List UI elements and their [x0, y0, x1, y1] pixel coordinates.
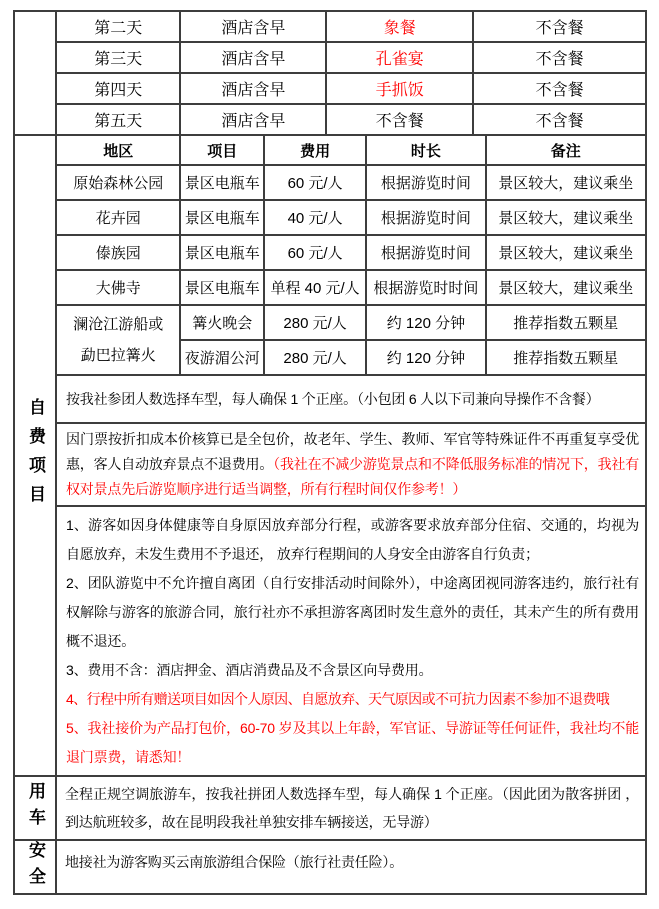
region-line: 澜沧江游船或 [73, 316, 164, 333]
fee-row [57, 200, 645, 235]
fee-table [57, 136, 645, 374]
duration-cell: 约 120 分钟 [366, 340, 485, 374]
region-cell: 傣族园 [57, 235, 180, 270]
fee-header-duration: 时长 [366, 136, 485, 165]
safety-label: 安全 [26, 841, 45, 893]
term-item-2: 2、团队游览中不允许擅自离团（自行安排活动时间除外），中途离团视同游客违约，旅行社有权解除与游客的旅游合同，旅行社亦不承担游客离团时发生意外的责任，其未产生的所有费用概不退还。 [66, 575, 639, 649]
item-cell: 景区电瓶车 [180, 270, 263, 305]
breakfast-cell: 酒店含早 [180, 12, 326, 42]
note-cell: 推荐指数五颗星 [486, 340, 645, 374]
dinner-cell: 不含餐 [473, 12, 645, 42]
itinerary-document-table [13, 10, 647, 895]
note-cell: 景区较大，建议乘坐 [486, 235, 645, 270]
breakfast-cell: 酒店含早 [180, 73, 326, 104]
self-paid-label: 自费项目 [26, 397, 45, 514]
fee-row [57, 235, 645, 270]
day-cell: 第四天 [57, 73, 180, 104]
duration-cell: 根据游览时时间 [366, 270, 485, 305]
self-paid-label-cell [15, 136, 57, 775]
cost-cell: 单程 40 元/人 [264, 270, 366, 305]
region-cell-merged [57, 305, 180, 374]
self-paid-section [15, 134, 645, 775]
term-item-3: 3、费用不含：酒店押金、酒店消费品及不含景区向导费用。 [66, 662, 433, 678]
region-line: 勐巴拉篝火 [80, 347, 156, 364]
day-cell: 第五天 [57, 104, 180, 134]
lunch-cell: 不含餐 [326, 104, 473, 134]
item-cell: 景区电瓶车 [180, 200, 263, 235]
fee-header-cost: 费用 [264, 136, 366, 165]
region-cell: 原始森林公园 [57, 165, 180, 200]
cost-cell: 60 元/人 [264, 165, 366, 200]
fee-row [57, 165, 645, 200]
lunch-cell: 手抓饭 [326, 73, 473, 104]
duration-cell: 根据游览时间 [366, 235, 485, 270]
vehicle-label-cell [15, 777, 57, 839]
fee-header-item: 项目 [180, 136, 263, 165]
seat-guarantee-note: 按我社参团人数选择车型，每人确保 1 个正座。（小包团 6 人以下司兼向导操作不含餐） [57, 374, 645, 422]
ticket-policy-note [57, 422, 645, 505]
term-item-5: 5、我社接价为产品打包价，60-70 岁及其以上年龄，军官证、导游证等任何证件，我社均不能退门票费，请悉知！ [66, 720, 639, 765]
note-cell: 景区较大，建议乘坐 [486, 270, 645, 305]
cost-cell: 280 元/人 [264, 305, 366, 340]
terms-list [57, 505, 645, 775]
vehicle-note: 全程正规空调旅游车，按我社拼团人数选择车型，每人确保 1 个正座。（因此团为散客拼团 ，到达航班较多，故在昆明段我社单独安排车辆接送，无导游） [65, 786, 639, 830]
meal-row [57, 42, 645, 73]
meal-row [57, 104, 645, 134]
vehicle-section [15, 775, 645, 839]
dinner-cell: 不含餐 [473, 104, 645, 134]
item-cell: 篝火晚会 [180, 305, 263, 340]
meal-schedule-table [57, 12, 645, 134]
meal-row [57, 12, 645, 42]
region-cell: 花卉园 [57, 200, 180, 235]
lunch-cell: 孔雀宴 [326, 42, 473, 73]
fee-header-region: 地区 [57, 136, 180, 165]
ticket-policy-red-text: （我社在不减少游览景点和不降低服务标准的情况下，我社有权对景点先后游览顺序进行适当调整，所有行程时间仅作参考！） [66, 456, 640, 497]
day-cell: 第二天 [57, 12, 180, 42]
duration-cell: 根据游览时间 [366, 200, 485, 235]
meal-row [57, 73, 645, 104]
meal-schedule-section [15, 12, 645, 134]
day-cell: 第三天 [57, 42, 180, 73]
ticket-policy-black-text: 因门票按折扣成本价核算已是全包价，故老年、学生、教师、军官等特殊证件不再重复享受优惠，客人自动放弃景点不退费用。 [66, 431, 639, 472]
duration-cell: 根据游览时间 [366, 165, 485, 200]
dinner-cell: 不含餐 [473, 73, 645, 104]
duration-cell: 约 120 分钟 [366, 305, 485, 340]
item-cell: 夜游湄公河 [180, 340, 263, 374]
note-cell: 景区较大，建议乘坐 [486, 200, 645, 235]
lunch-cell: 象餐 [326, 12, 473, 42]
dinner-cell: 不含餐 [473, 42, 645, 73]
term-item-4: 4、行程中所有赠送项目如因个人原因、自愿放弃、天气原因或不可抗力因素不参加不退费哦 [66, 691, 610, 707]
item-cell: 景区电瓶车 [180, 235, 263, 270]
safety-label-cell [15, 841, 57, 893]
cost-cell: 40 元/人 [264, 200, 366, 235]
fee-row [57, 270, 645, 305]
cost-cell: 280 元/人 [264, 340, 366, 374]
fee-row [57, 305, 645, 340]
meal-section-empty-label [15, 12, 57, 134]
fee-header-note: 备注 [486, 136, 645, 165]
region-cell: 大佛寺 [57, 270, 180, 305]
breakfast-cell: 酒店含早 [180, 42, 326, 73]
cost-cell: 60 元/人 [264, 235, 366, 270]
safety-note: 地接社为游客购买云南旅游组合保险（旅行社责任险）。 [65, 854, 403, 870]
safety-section [15, 839, 645, 893]
item-cell: 景区电瓶车 [180, 165, 263, 200]
vehicle-label: 用车 [26, 782, 45, 834]
note-cell: 景区较大，建议乘坐 [486, 165, 645, 200]
fee-header-row [57, 136, 645, 165]
breakfast-cell: 酒店含早 [180, 104, 326, 134]
term-item-1: 1、游客如因身体健康等自身原因放弃部分行程，或游客要求放弃部分住宿、交通的，均视为自愿放弃，未发生费用不予退还， 放弃行程期间的人身安全由游客自行负责； [66, 517, 639, 562]
note-cell: 推荐指数五颗星 [486, 305, 645, 340]
